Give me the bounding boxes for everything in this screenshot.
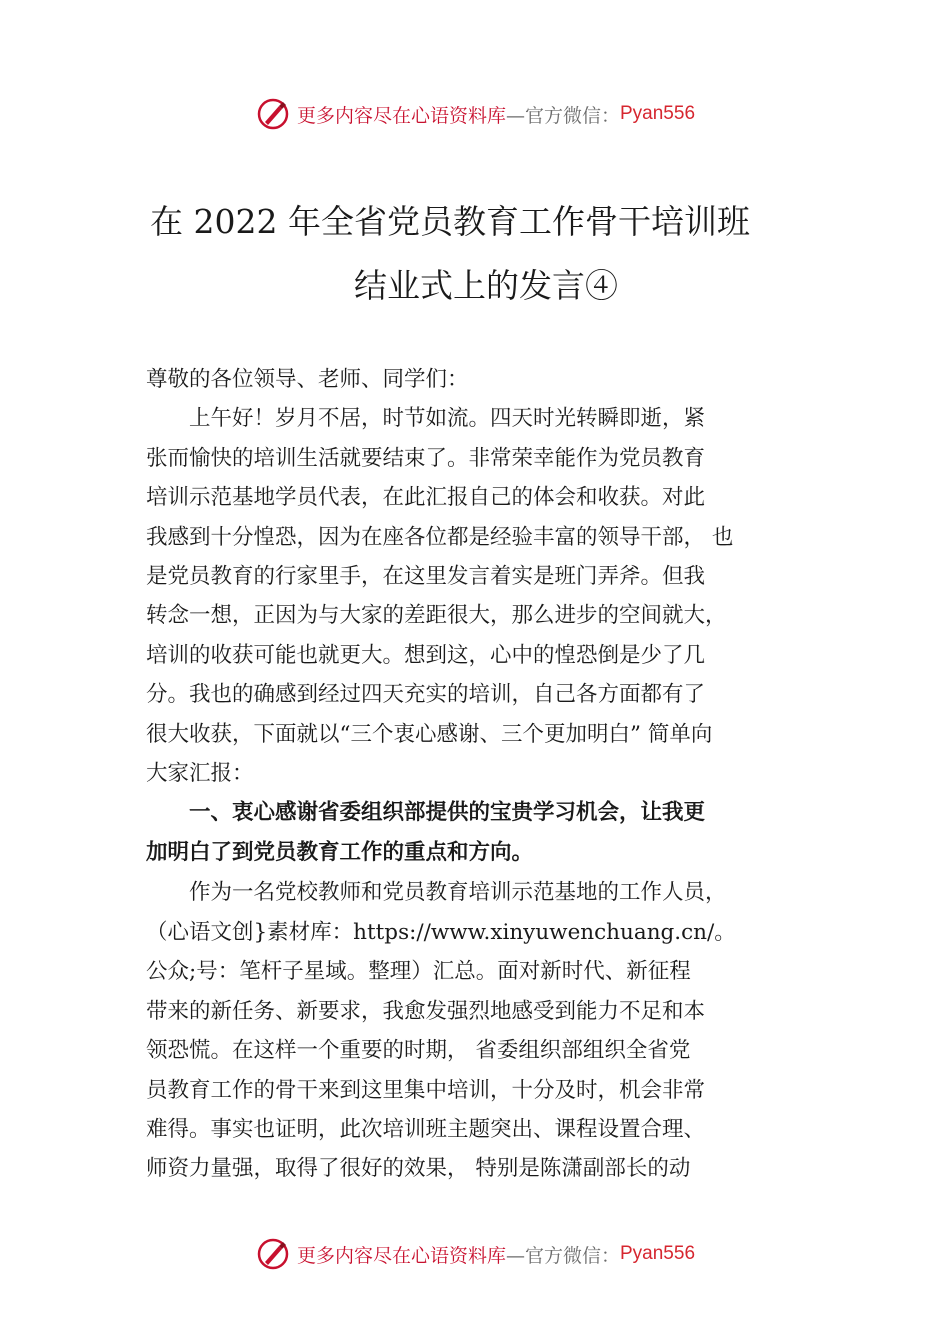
document-title-line2: 结业式上的发言④ [354,266,618,305]
paragraph-line: 培训示范基地学员代表，在此汇报自己的体会和收获。对此 [146,485,706,511]
salutation: 尊敬的各位领导、老师、同学们： [146,367,469,392]
paragraph-line: 是党员教育的行家里手，在这里发言着实是班门弄斧。但我 [146,564,706,590]
paragraph-line: 大家汇报： [146,761,254,787]
heading-line: 加明白了到党员教育工作的重点和方向。 [146,840,534,866]
paragraph-line: 难得。事实也证明，此次培训班主题突出、课程设置合理、 [146,1116,706,1142]
watermark-banner-bottom [0,1234,950,1274]
watermark-promo-text: 更多内容尽在心语资料库 [296,104,506,127]
paragraph-line: 公众;号：笔杆子星域。整理）汇总。面对新时代、新征程 [146,959,691,985]
section-heading-1 [146,793,814,873]
watermark-official-text: —官方微信： [505,1244,620,1267]
paragraph-line: 带来的新任务、新要求，我愈发强烈地感受到能力不足和本 [146,998,706,1024]
watermark-official-text: —官方微信： [505,104,620,127]
paragraph-line: 张而愉快的培训生活就要结束了。非常荣幸能作为党员教育 [146,445,706,471]
document-title-line1: 在 2022 年全省党员教育工作骨干培训班 [150,202,750,241]
paragraph-1 [146,399,814,793]
paragraph-line: 员教育工作的骨干来到这里集中培训，十分及时，机会非常 [146,1077,706,1103]
document-body [146,360,814,1189]
paragraph-line: 分。我也的确感到经过四天充实的培训，自己各方面都有了 [146,682,706,708]
pen-logo-icon [255,1236,291,1272]
watermark-wechat-id: Pyan556 [620,103,696,124]
paragraph-line: 很大收获，下面就以“三个衷心感谢、三个更加明白” 简单向 [146,721,713,747]
paragraph-line: 上午好！岁月不居，时节如流。四天时光转瞬即逝，紧 [189,406,706,432]
heading-line: 一、衷心感谢省委组织部提供的宝贵学习机会，让我更 [189,800,706,826]
paragraph-line: 培训的收获可能也就更大。想到这，心中的惶恐倒是少了几 [146,642,706,668]
pen-logo-icon [255,96,291,132]
paragraph-2 [146,873,814,1188]
paragraph-line: （心语文创}素材库：https://www.xinyuwenchuang.cn/。 [146,919,736,945]
paragraph-line: 作为一名党校教师和党员教育培训示范基地的工作人员， [189,880,727,906]
paragraph-line: 师资力量强，取得了很好的效果， 特别是陈潇副部长的动 [146,1156,691,1182]
watermark-banner-top [0,94,950,134]
watermark-wechat-id: Pyan556 [620,1243,696,1264]
paragraph-line: 转念一想，正因为与大家的差距很大，那么进步的空间就大， [146,603,727,629]
watermark-promo-text: 更多内容尽在心语资料库 [296,1244,506,1267]
paragraph-line: 领恐慌。在这样一个重要的时期， 省委组织部组织全省党 [146,1038,691,1064]
paragraph-line: 我感到十分惶恐，因为在座各位都是经验丰富的领导干部， 也 [146,524,734,550]
